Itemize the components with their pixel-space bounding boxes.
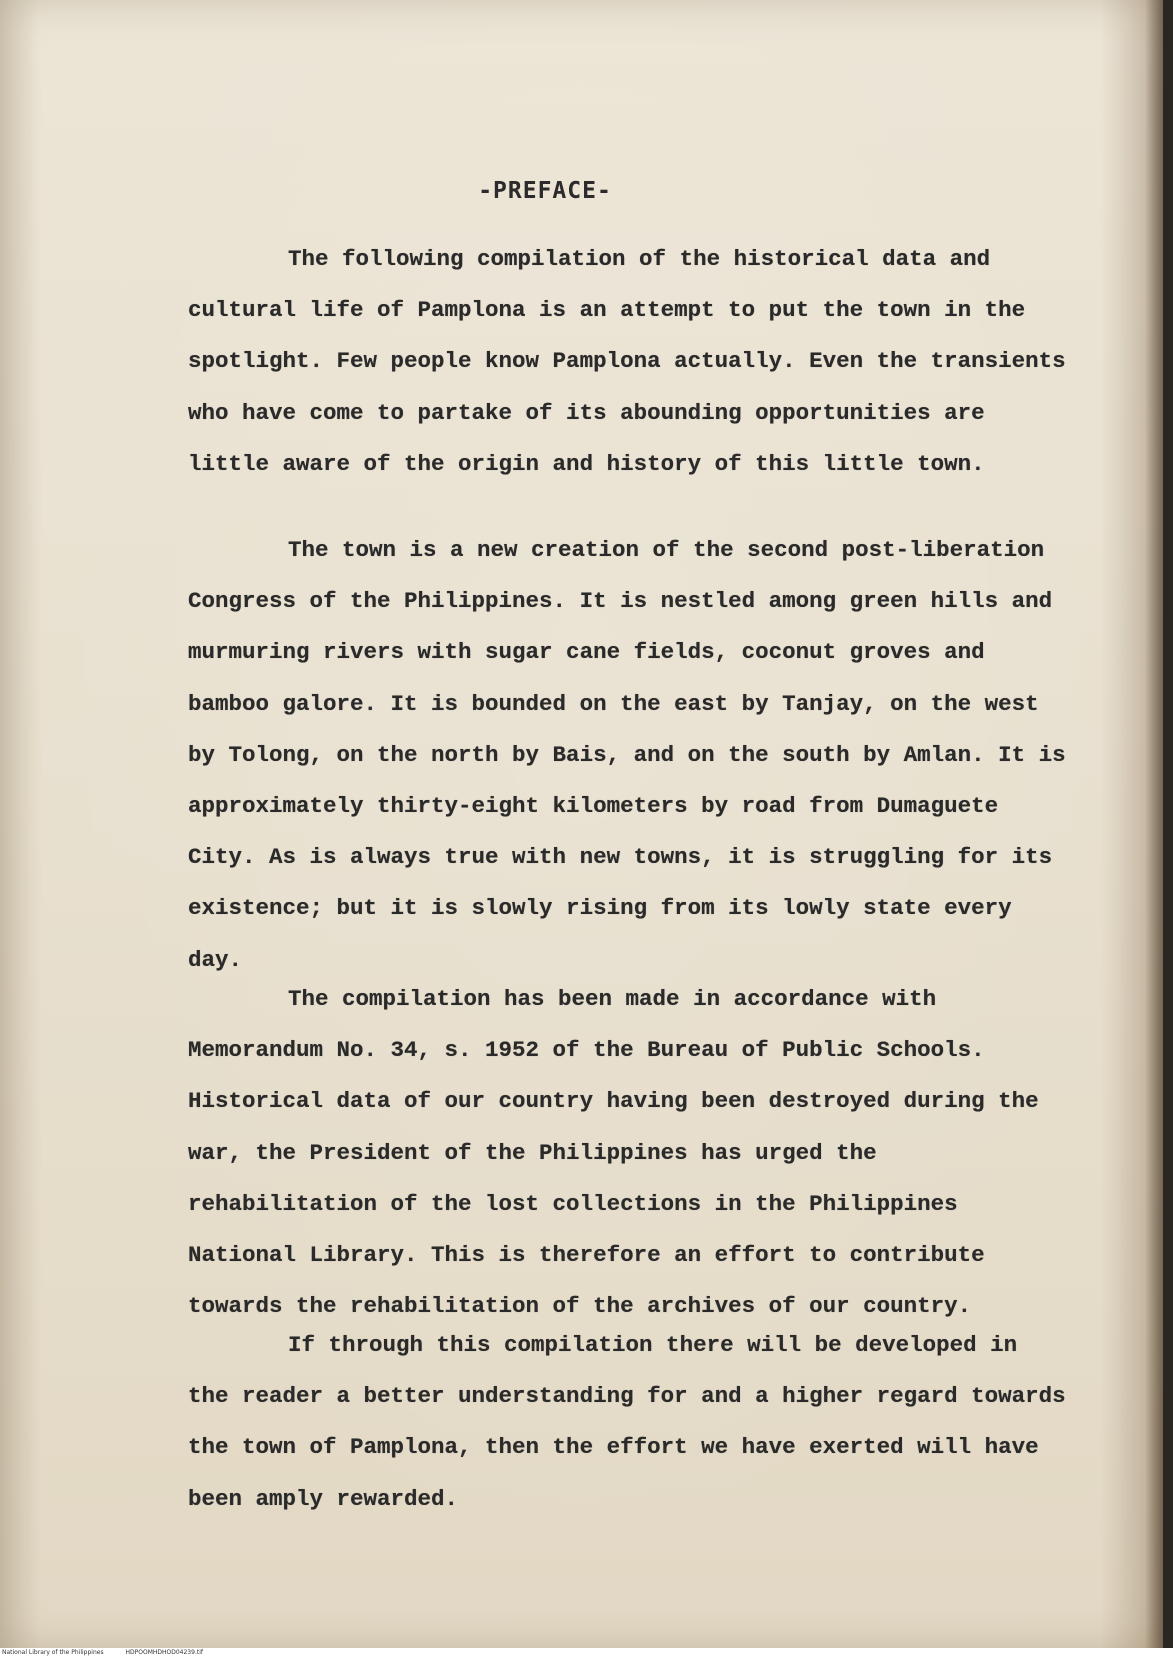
- paragraph-intro: The following compilation of the historical data and cultural life of Pamplona is an attempt to put the town in the spotlight. Few people know Pamplona actually. Even the transients who have come to partake of its abounding opportunities are little aware of the origin and history of this little town.: [188, 246, 1066, 477]
- page-title: -PREFACE-: [478, 178, 612, 204]
- paragraph-town-description: The town is a new creation of the second post-liberation Congress of the Philippines. It is nestled among green hills and murmuring rivers with sugar cane fields, coconut groves and bamboo galore. It is bounded on the east by Tanjay, on the west by Tolong, on the north by Bais, and on the south by Amlan. It is approximately thirty-eight kilometers by road from Dumaguete City. As is always true with new towns, it is struggling for its existence; but it is slowly rising from its lowly state every day.: [188, 537, 1066, 973]
- paragraph-compilation-purpose: The compilation has been made in accordance with Memorandum No. 34, s. 1952 of the Bureau of Public Schools. Historical data of our country having been destroyed during the war, the President of the Philippines has urged the rehabilitation of the lost collections in the Philippines National Library. This is therefore an effort to contribute towards the rehabilitation of the archives of our country.: [188, 986, 1039, 1320]
- scan-footer: [0, 1648, 1173, 1658]
- footer-file-id: HDPOOMHDHOD04239.tif: [125, 1649, 203, 1656]
- footer-source: National Library of the Philippines: [2, 1649, 104, 1656]
- paragraph-closing: If through this compilation there will be developed in the reader a better understanding for and a higher regard towards the town of Pamplona, then the effort we have exerted will have been amply rewarded.: [188, 1332, 1066, 1512]
